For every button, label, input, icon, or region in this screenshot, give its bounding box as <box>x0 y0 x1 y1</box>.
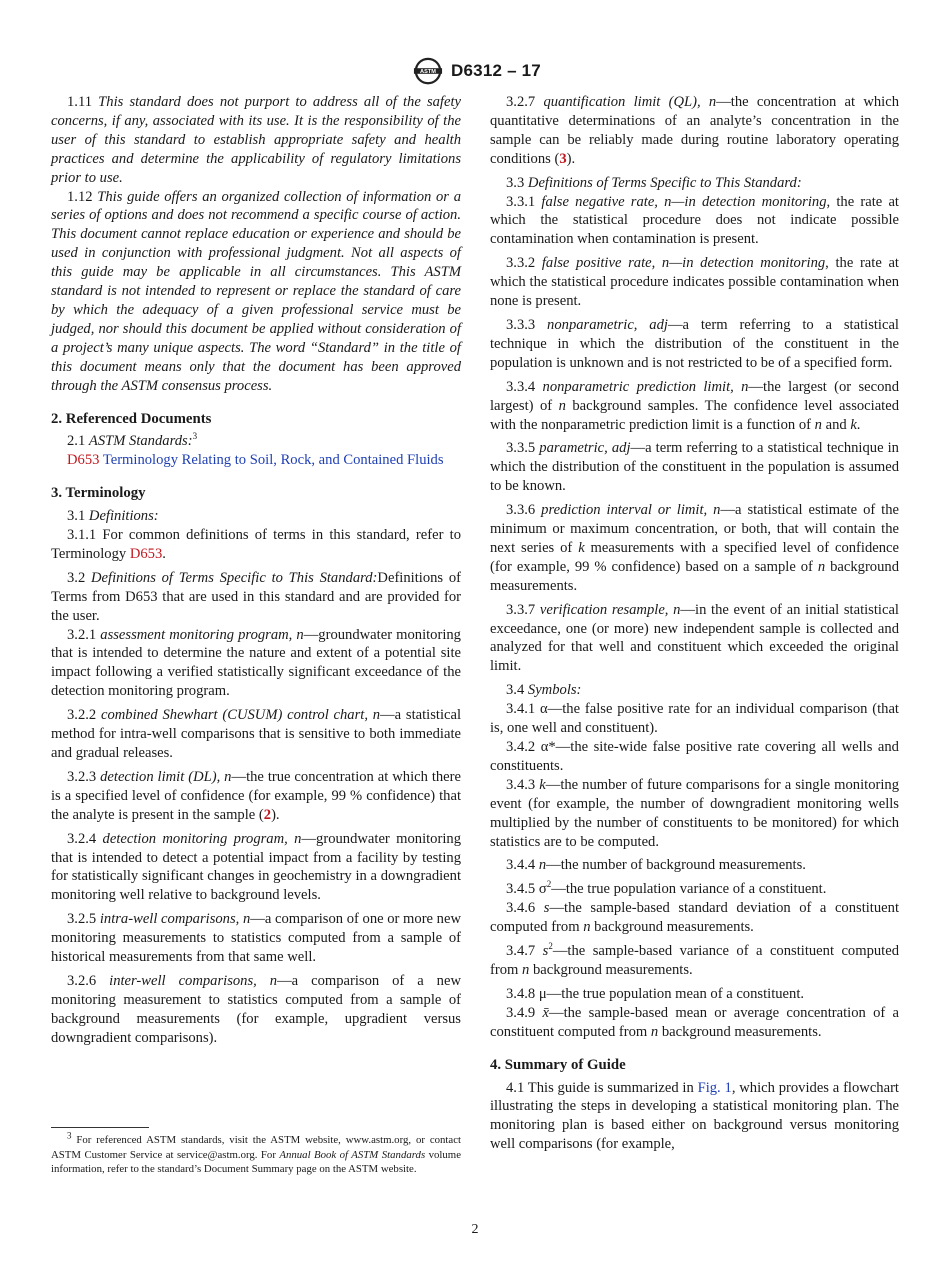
page-header <box>0 55 950 87</box>
paragraph-3-2-3: 3.2.3 detection limit (DL), n—the true concentration at which there is a specified level of confidence (for example, 99 % confidence) that the analyte is present in the sample (2). <box>51 768 461 823</box>
right-column <box>490 93 899 1154</box>
link-d653[interactable]: D653 <box>129 545 163 562</box>
paragraph-3-2-4: 3.2.4 detection monitoring program, n—groundwater monitoring that is intended to detect a potential impact from a facility by testing for statistically significant changes in geochemistry in a downgradient monitoring well relative to background levels. <box>51 830 461 904</box>
paragraph-1-12: 1.12 This guide offers an organized collection of information or a series of options and does not recommend a specific course of action. This document cannot replace education or experience and should be used in conjunction with professional judgment. Not all aspects of this guide may be applicable in all circumstances. This ASTM standard is not intended to represent or replace the standard of care by which the adequacy of a given professional service must be judged, nor should this document be applied without consideration of a project’s many unique aspects. The word “Standard” in the title of this document means only that the document has been approved through the ASTM consensus process. <box>51 188 461 394</box>
section-heading-summary-of-guide: 4. Summary of Guide <box>490 1056 626 1073</box>
svg-text:ASTM: ASTM <box>420 69 436 76</box>
paragraph-3-4: 3.4 Symbols: <box>506 682 582 699</box>
paragraph-1-11: 1.11 This standard does not purport to address all of the safety concerns, if any, associated with its use. It is the responsibility of the user of this standard to establish appropriate safety and health practices and determine the applicability of regulatory limitations prior to use. <box>51 94 461 186</box>
paragraph-3-3-1: 3.3.1 false negative rate, n—in detection monitoring, the rate at which the statistical procedure does not indicate possible contamination when contamination is present. <box>490 193 899 248</box>
paragraph-3-4-8: 3.4.8 μ—the true population mean of a constituent. <box>506 985 805 1002</box>
paragraph-3-3-5: 3.3.5 parametric, adj—a term referring to a statistical technique in which the distribution of the constituent in the population is assumed to be known. <box>490 440 899 495</box>
page-number: 2 <box>471 1222 479 1237</box>
document-designation: D6312 – 17 <box>451 61 541 80</box>
left-column <box>51 93 461 1048</box>
paragraph-3-2-1: 3.2.1 assessment monitoring program, n—groundwater monitoring that is intended to determine the nature and extent of a potential site impact following a verified statistically significant exceedance of the detection monitoring program. <box>51 626 461 700</box>
paragraph-3-4-2: 3.4.2 α*—the site-wide false positive rate covering all wells and constituents. <box>490 739 899 774</box>
link-fig-1[interactable]: Fig. 1 <box>697 1079 732 1096</box>
paragraph-3-3-6: 3.3.6 prediction interval or limit, n—a statistical estimate of the minimum or maximum concentration, or both, that will contain the next series of k measurements with a specified level of confidence (for example, 99 % confidence) based on a sample of n background measurements. <box>490 502 900 594</box>
paragraph-3-4-1: 3.4.1 α—the false positive rate for an individual comparison (that is, one well and constituent). <box>490 701 899 737</box>
paragraph-3-3-2: 3.3.2 false positive rate, n—in detection monitoring, the rate at which the statistical procedure indicates possible contamination when none is present. <box>490 255 899 310</box>
reference-d653[interactable]: D653 Terminology Relating to Soil, Rock, and Contained Fluids <box>67 452 444 469</box>
paragraph-3-1: 3.1 Definitions: <box>67 508 159 525</box>
citation-ref-3[interactable]: 3 <box>559 150 567 167</box>
paragraph-3-4-9: 3.4.9 x̄—the sample-based mean or average concentration of a constituent computed from n background measurements. <box>490 1004 900 1040</box>
paragraph-3-3-3: 3.3.3 nonparametric, adj—a term referring to a statistical technique in which the distribution of the constituent in the population is unknown and is not restricted to be of a specified form. <box>490 316 899 371</box>
paragraph-3-2-5: 3.2.5 intra-well comparisons, n—a comparison of one or more new monitoring measurements to statistics computed from a sample of historical measurements from that same well. <box>51 911 461 966</box>
citation-ref-2[interactable]: 2 <box>263 806 272 823</box>
astm-logo-icon <box>409 56 447 86</box>
footnote-divider <box>51 1127 149 1128</box>
paragraph-3-2-7: 3.2.7 quantification limit (QL), n—the concentration at which quantitative determinations of an analyte’s concentration in the sample can be reliably made during routine laboratory operating conditions (3). <box>490 94 899 167</box>
section-heading-terminology: 3. Terminology <box>51 485 146 502</box>
paragraph-4-1: 4.1 This guide is summarized in Fig. 1, which provides a flowchart illustrating the steps in developing a statistical monitoring plan. The monitoring plan is based either on background versus monitoring well comparisons (for example, <box>490 1079 899 1153</box>
paragraph-3-4-6: 3.4.6 s—the sample-based standard deviation of a constituent computed from n background measurements. <box>490 900 899 936</box>
paragraph-3-2-2: 3.2.2 combined Shewhart (CUSUM) control chart, n—a statistical method for intra-well comparisons that is sensitive to both immediate and gradual releases. <box>51 707 462 761</box>
paragraph-3-2: 3.2 Definitions of Terms Specific to This Standard:Definitions of Terms from D653 that are used in this standard and are provided for the user. <box>51 569 461 624</box>
paragraph-2-1: 2.1 ASTM Standards:$^3$ <box>67 431 198 450</box>
paragraph-3-4-3: 3.4.3 k—the number of future comparisons for a single monitoring event (for example, the number of downgradient monitoring wells multiplied by the number of constituents to be monitored) for which statistics are to be computed. <box>490 776 900 850</box>
paragraph-3-2-6: 3.2.6 inter-well comparisons, n—a comparison of a new monitoring measurement to statistics computed from a sample of background measurements (for example, upgradient versus downgradient comparisons). <box>51 972 461 1046</box>
paragraph-3-1-1: 3.1.1 For common definitions of terms in this standard, refer to Terminology D653. <box>51 527 462 562</box>
paragraph-3-4-4: 3.4.4 n—the number of background measurements. <box>506 857 806 874</box>
section-heading-referenced-documents: 2. Referenced Documents <box>51 410 212 427</box>
paragraph-3-4-7: 3.4.7 $s^2—the$ sample-based variance of a constituent computed from n background measurements. <box>490 941 899 978</box>
footnote-3: $^3$ For referenced ASTM standards, visit the ASTM website, www.astm.org, or contact ASTM Customer Service at service@astm.org. For Annual Book of ASTM Standards volume information, refer to the standard’s Document Summary page on the ASTM website. <box>51 1130 461 1176</box>
paragraph-3-3: 3.3 Definitions of Terms Specific to This Standard: <box>506 174 802 191</box>
paragraph-3-4-5: 3.4.5 $\sigma^2—the$ true population variance of a constituent. <box>506 879 827 898</box>
paragraph-3-3-4: 3.3.4 nonparametric prediction limit, n—the largest (or second largest) of n background samples. The confidence level associated with the nonparametric prediction limit is a function of n and k. <box>490 378 900 433</box>
paragraph-3-3-7: 3.3.7 verification resample, n—in the event of an initial statistical exceedance, one (or more) new independent sample is collected and analyzed for that well and constituent which exceeded the original limit. <box>490 601 899 675</box>
